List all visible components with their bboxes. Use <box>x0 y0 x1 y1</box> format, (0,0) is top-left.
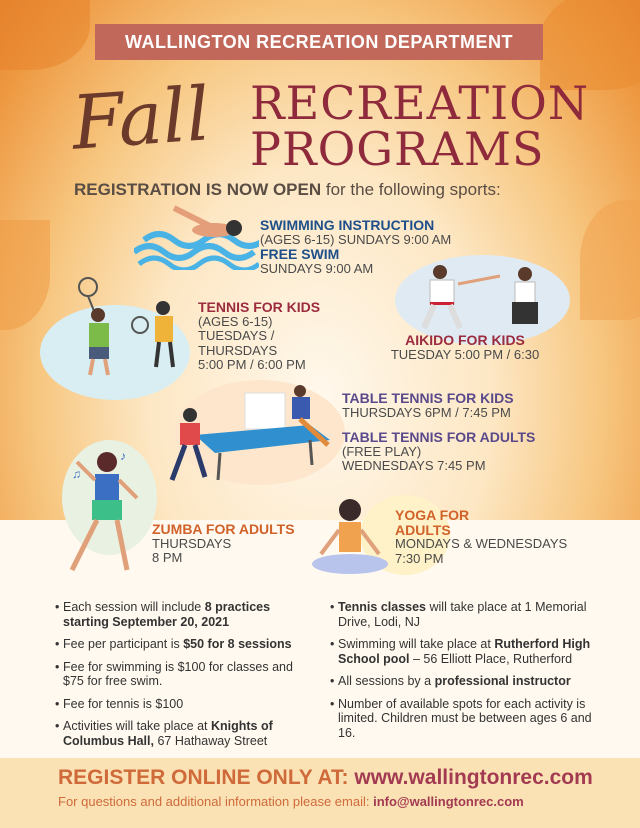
info-item: • Number of available spots for each activity is limited. Children must be between ages 6 and 16. <box>330 697 605 741</box>
registration-website-link[interactable]: www.wallingtonrec.com <box>354 766 593 789</box>
zumba-dancer-illustration <box>62 440 152 580</box>
table-tennis-illustration <box>160 385 340 490</box>
aikido-details: TUESDAY 5:00 PM / 6:30 <box>390 346 540 362</box>
tennis-days-1: TUESDAYS / <box>198 328 275 343</box>
zumba-title: ZUMBA FOR ADULTS <box>152 521 295 537</box>
swimming-title: SWIMMING INSTRUCTION <box>260 217 435 233</box>
registration-open: REGISTRATION IS NOW OPEN <box>74 180 322 199</box>
program-table-tennis-kids <box>342 391 514 420</box>
tennis-players-illustration <box>60 275 195 380</box>
program-table-tennis-adults <box>342 430 535 474</box>
contact-line <box>58 794 524 809</box>
tennis-title: TENNIS FOR KIDS <box>198 299 321 315</box>
tennis-ages: (AGES 6-15) <box>198 313 273 329</box>
info-item: • All sessions by a professional instructor <box>330 674 605 689</box>
yoga-days: MONDAYS & WEDNESDAYS <box>395 536 568 551</box>
swimming-details: (AGES 6-15) SUNDAYS 9:00 AM <box>260 231 452 247</box>
info-list-left <box>55 600 305 756</box>
leaf-decoration <box>0 0 90 70</box>
program-zumba <box>152 522 295 566</box>
aikido-title: AIKIDO FOR KIDS <box>405 332 525 348</box>
info-list-right <box>330 600 605 748</box>
title-programs: PROGRAMS <box>250 122 545 176</box>
yoga-time: 7:30 PM <box>395 550 444 566</box>
fall-script-title: Fall <box>69 71 213 167</box>
table-tennis-adults-note: (FREE PLAY) <box>342 443 422 459</box>
zumba-time: 8 PM <box>152 550 183 565</box>
info-item: • Fee per participant is $50 for 8 sessions <box>55 637 305 652</box>
program-yoga <box>395 508 567 566</box>
table-tennis-adults-details: WEDNESDAYS 7:45 PM <box>342 458 486 473</box>
info-item: • Each session will include 8 practices starting September 20, 2021 <box>55 600 305 629</box>
svg-text:♪: ♪ <box>120 449 126 463</box>
free-swim-details: SUNDAYS 9:00 AM <box>260 260 374 276</box>
program-aikido <box>370 333 560 362</box>
contact-prefix: For questions and additional information please email: <box>58 794 374 809</box>
svg-text:♫: ♫ <box>72 467 81 481</box>
info-item: • Activities will take place at Knights of Columbus Hall, 67 Hathaway Street <box>55 719 305 748</box>
register-online-line <box>58 766 593 790</box>
leaf-decoration <box>0 220 50 330</box>
leaf-decoration <box>580 200 640 320</box>
tennis-days-2: THURSDAYS <box>198 342 278 358</box>
info-item: • Fee for tennis is $100 <box>55 697 305 712</box>
program-tennis <box>198 300 320 373</box>
free-swim-title: FREE SWIM <box>260 246 340 262</box>
table-tennis-kids-details: THURSDAYS 6PM / 7:45 PM <box>342 404 511 420</box>
tennis-times: 5:00 PM / 6:00 PM <box>198 357 306 372</box>
yoga-illustration <box>305 492 400 587</box>
title-recreation: RECREATION <box>250 76 590 130</box>
info-item: • Swimming will take place at Rutherford High School pool – 56 Elliott Place, Rutherford <box>330 637 605 666</box>
table-tennis-kids-title: TABLE TENNIS FOR KIDS <box>342 390 514 406</box>
aikido-illustration <box>400 262 560 332</box>
table-tennis-adults-title: TABLE TENNIS FOR ADULTS <box>342 429 536 445</box>
info-item: • Fee for swimming is $100 for classes and $75 for free swim. <box>55 660 305 689</box>
info-item: • Tennis classes will take place at 1 Memorial Drive, Lodi, NJ <box>330 600 605 629</box>
yoga-title-1: YOGA FOR <box>395 507 470 523</box>
swimmer-illustration <box>134 200 259 270</box>
contact-email-link[interactable]: info@wallingtonrec.com <box>373 794 524 809</box>
registration-line <box>74 180 501 200</box>
register-prefix: REGISTER ONLINE ONLY AT: <box>58 766 355 789</box>
registration-rest: for the following sports: <box>321 180 501 199</box>
yoga-title-2: ADULTS <box>395 521 451 538</box>
zumba-days: THURSDAYS <box>152 535 232 551</box>
department-banner: WALLINGTON RECREATION DEPARTMENT <box>95 24 543 60</box>
